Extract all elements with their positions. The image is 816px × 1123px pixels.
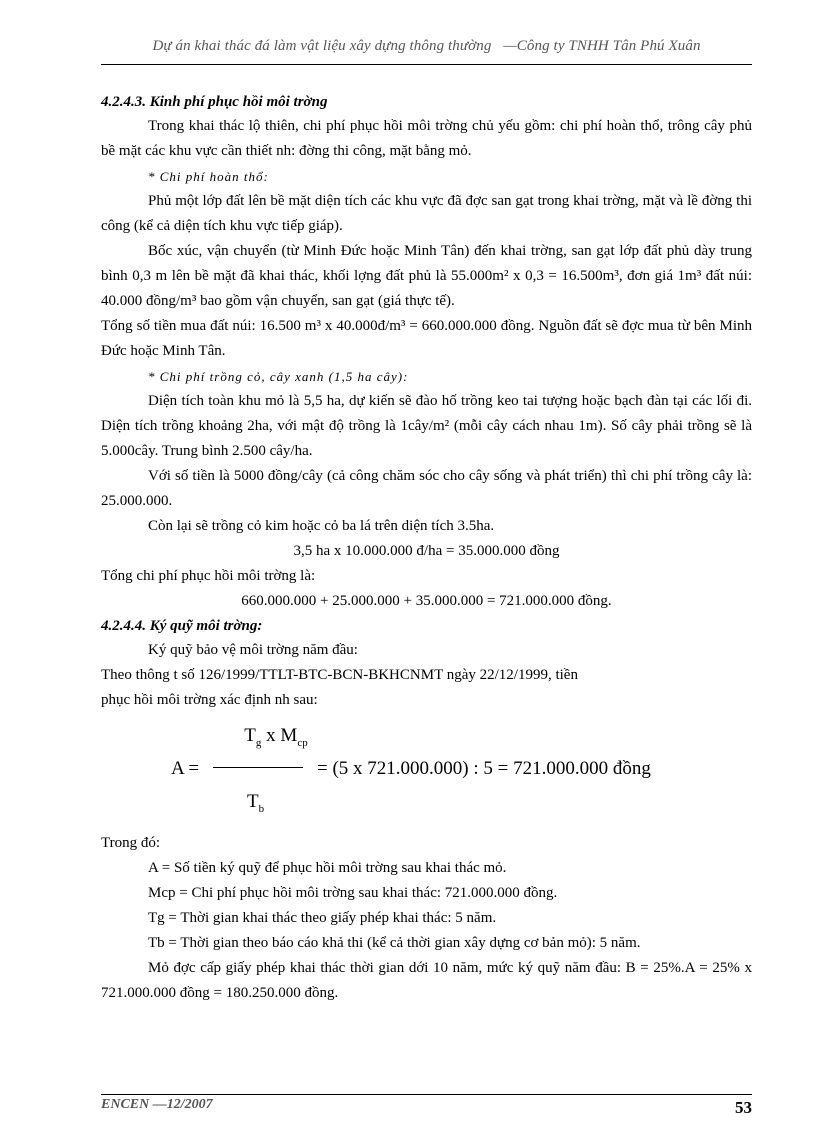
paragraph: Với số tiền là 5000 đồng/cây (cả công chăm sóc cho cây sống và phát triển) thì chi phí trồng cây là: 25.000.000. [101, 468, 752, 509]
page-number: 53 [735, 1098, 752, 1117]
subheading-planting: * Chi phí trồng cỏ, cây xanh (1,5 ha cây): [148, 369, 409, 384]
deposit-formula [101, 723, 752, 823]
paragraph: Diện tích toàn khu mỏ là 5,5 ha, dự kiến sẽ đào hố trồng keo tai tượng hoặc bạch đàn tại các lối đi. Diện tích trồng khoảng 2ha, với mật độ trồng là 1cây/m² (mỗi cây cách nhau 1m). Số cây phải trồng sẽ là 5.000cây. Trung bình 2.500 cây/ha. [101, 393, 752, 459]
total-label: Tổng chi phí phục hồi môi trờng là: [101, 568, 316, 584]
where-label: Trong đó: [101, 835, 161, 851]
header-project: Dự án khai thác đá làm vật liệu xây dựng thông thường [152, 38, 492, 54]
formula-lhs: A = [171, 758, 200, 779]
paragraph: phục hồi môi trờng xác định nh sau: [101, 692, 318, 708]
total-equation: 660.000.000 + 25.000.000 + 35.000.000 = 721.000.000 đồng. [241, 593, 612, 609]
definition-tb: Tb = Thời gian theo báo cáo khả thi (kể cả thời gian xây dựng cơ bản mỏ): 5 năm. [148, 935, 641, 951]
section-heading-4-2-4-3: 4.2.4.3. Kinh phí phục hồi môi trờng [101, 94, 328, 110]
definition-mcp: Mcp = Chi phí phục hồi môi trờng sau khai thác: 721.000.000 đồng. [148, 885, 558, 901]
paragraph: Bốc xúc, vận chuyển (từ Minh Đức hoặc Minh Tân) đến khai trờng, san gạt lớp đất phủ dày trung bình 0,3 m lên bề mặt đã khai thác, khối lợng đất phủ là 55.000m² x 0,3 = 16.500m³, đơn giá 1m³ đất núi: 40.000 đồng/m³ bao gồm vận chuyển, san gạt (giá thực tế). [101, 243, 752, 309]
paragraph: Theo thông t số 126/1999/TTLT-BTC-BCN-BKHCNMT ngày 22/12/1999, tiền [101, 667, 578, 683]
formula-numerator: $T_g$ x $M_{cp}$ [244, 725, 308, 749]
page-header [101, 38, 752, 65]
fraction-bar [213, 767, 303, 768]
paragraph: Ký quỹ bảo vệ môi trờng năm đầu: [148, 642, 358, 658]
paragraph-final: Mỏ đợc cấp giấy phép khai thác thời gian dới 10 năm, mức ký quỹ năm đầu: B = 25%.A = 25% x 721.000.000 đồng = 180.250.000 đồng. [101, 960, 752, 1001]
section-heading-4-2-4-4: 4.2.4.4. Ký quỹ môi trờng: [101, 618, 263, 634]
paragraph: Phủ một lớp đất lên bề mặt diện tích các khu vực đã đợc san gạt trong khai trờng, mặt và lề đờng thi công (kể cả diện tích khu vực tiếp giáp). [101, 193, 752, 234]
equation-grass: 3,5 ha x 10.000.000 đ/ha = 35.000.000 đồng [293, 543, 560, 559]
definition-a: A = Số tiền ký quỹ để phục hồi môi trờng sau khai thác mỏ. [148, 860, 507, 876]
header-company: —Công ty TNHH Tân Phú Xuân [503, 38, 701, 54]
subheading-backfill: * Chi phí hoàn thổ: [148, 169, 269, 184]
footer-org-date: ENCEN —12/2007 [101, 1097, 213, 1112]
paragraph: Trong khai thác lộ thiên, chi phí phục hồi môi trờng chủ yếu gồm: chi phí hoàn thổ, trông cây phủ bề mặt các khu vực cần thiết nh: đờng thi công, mặt bằng mỏ. [101, 118, 752, 159]
footer-rule [101, 1094, 752, 1095]
formula-denominator: $T_b$ [247, 791, 265, 815]
page-content [101, 90, 752, 1006]
definition-tg: Tg = Thời gian khai thác theo giấy phép khai thác: 5 năm. [148, 910, 497, 926]
formula-rhs: = (5 x 721.000.000) : 5 = 721.000.000 đồng [317, 758, 651, 779]
paragraph: Còn lại sẽ trồng cỏ kim hoặc cỏ ba lá trên diện tích 3.5ha. [148, 518, 495, 534]
paragraph: Tổng số tiền mua đất núi: 16.500 m³ x 40.000đ/m³ = 660.000.000 đồng. Nguồn đất sẽ đợc mua từ bên Minh Đức hoặc Minh Tân. [101, 318, 752, 359]
